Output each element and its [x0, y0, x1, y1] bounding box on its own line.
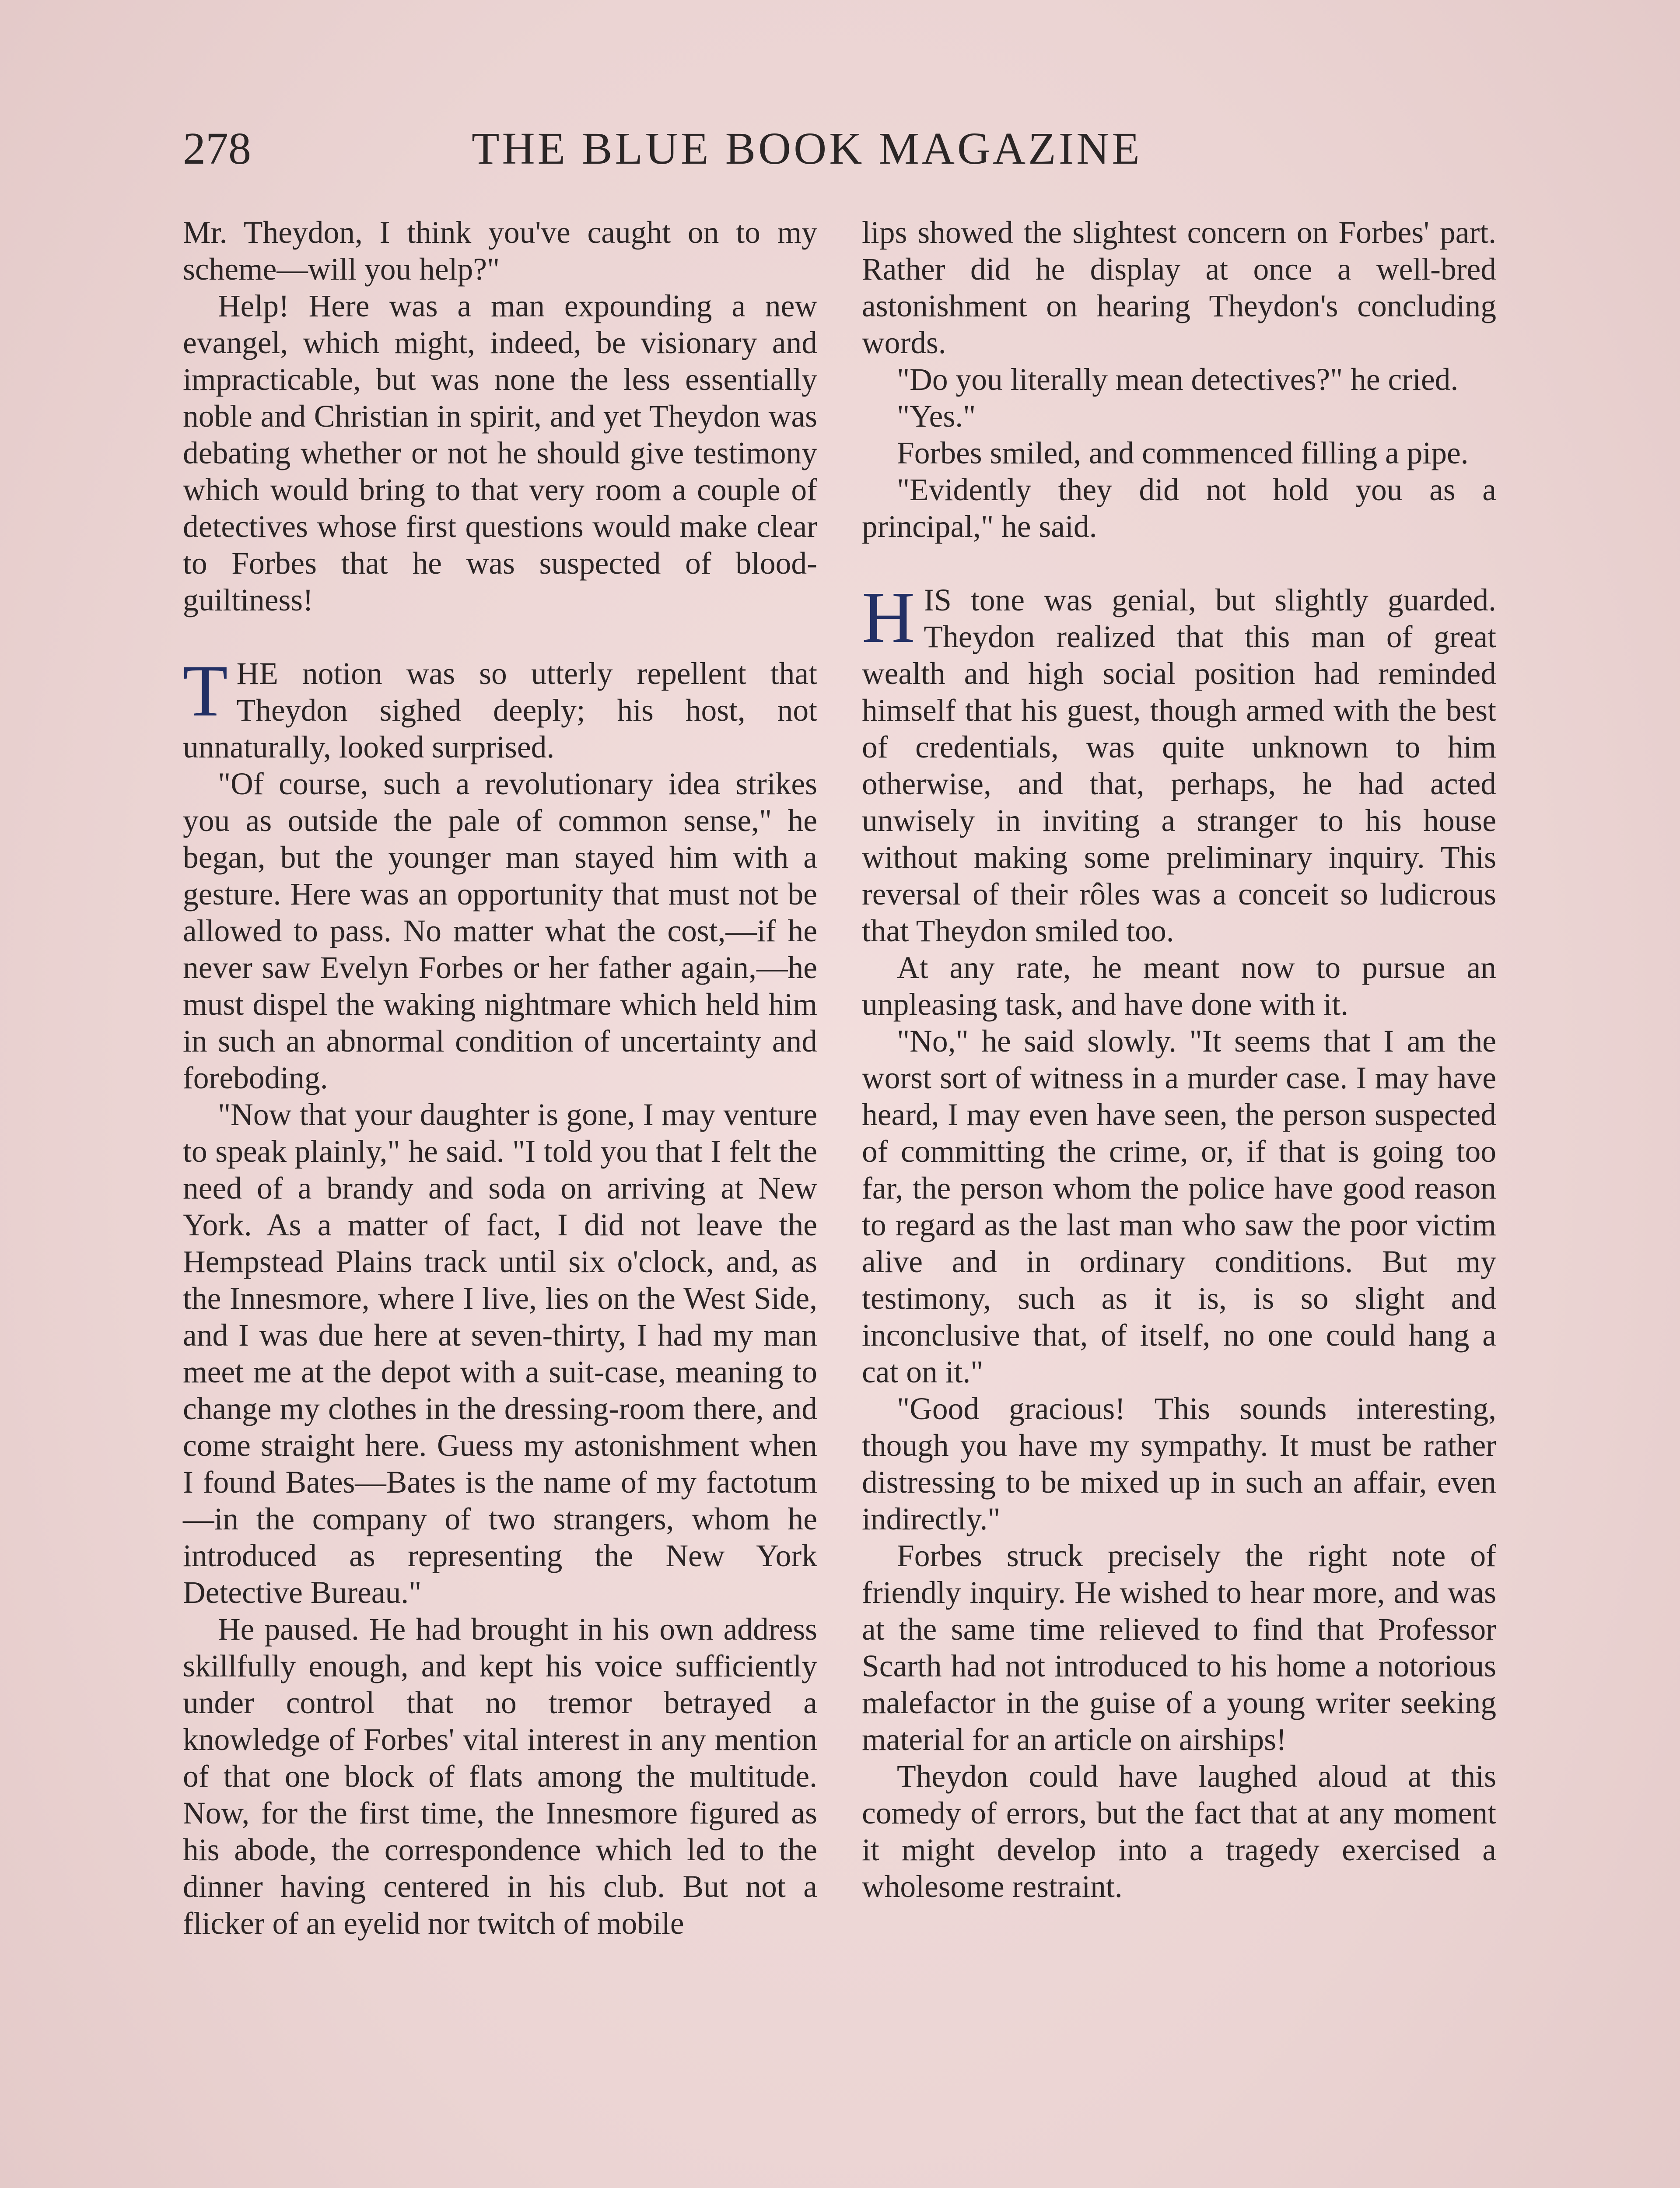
drop-cap: H — [862, 577, 915, 658]
paragraph: Mr. Theydon, I think you've caught on to my scheme—will you help?" — [183, 215, 817, 287]
drop-cap: T — [183, 650, 228, 732]
running-title: THE BLUE BOOK MAGAZINE — [472, 123, 1142, 174]
paragraph: lips showed the slightest concern on Forbes' part. Rather did he display at once a well-bred astonishment on hearing Theydon's concluding words. — [862, 215, 1496, 360]
paragraph: "No," he said slowly. "It seems that I am the worst sort of witness in a murder case. I may have heard, I may even have seen, the person suspected of committing the crime, or, if that is going too far, the person whom the police have good reason to regard as the last man who saw the poor victim alive and in ordinary conditions. But my testimony, such as it is, is so slight and inconclusive that, of itself, no one could hang a cat on it." — [862, 1024, 1496, 1389]
paragraph: "Do you literally mean detectives?" he cried. — [897, 362, 1459, 397]
paragraph: "Good gracious! This sounds interesting, though you have my sympathy. It must be rather distressing to be mixed up in such an affair, even indirectly." — [862, 1392, 1496, 1536]
paragraph: "Yes." — [897, 399, 976, 434]
paragraph-text: HE notion was so utterly repellent that Theydon sighed deeply; his host, not unnaturally, looked surprised. — [183, 656, 817, 764]
left-column — [183, 214, 817, 2188]
right-column — [862, 214, 1496, 2188]
page-number: 278 — [183, 123, 251, 174]
paragraph: He paused. He had brought in his own address skillfully enough, and kept his voice sufficiently under control that no tremor betrayed a knowledge of Forbes' vital interest in any mention of that one block of flats among the multitude. Now, for the first time, the Innesmore figured as his abode, the correspondence which led to the dinner having centered in his club. But not a flicker of an eyelid nor twitch of mobile — [183, 1612, 817, 1941]
paragraph: Help! Here was a man expounding a new evangel, which might, indeed, be visionary and impracticable, but was none the less essentially noble and Christian in spirit, and yet Theydon was debating whether or not he should give testimony which would bring to that very room a couple of detectives whose first questions would make clear to Forbes that he was suspected of blood-guiltiness! — [183, 289, 817, 617]
paragraph: Forbes struck precisely the right note of friendly inquiry. He wished to hear more, and was at the same time relieved to find that Professor Scarth had not introduced to his home a notorious malefactor in the guise of a young writer seeking material for an article on airships! — [862, 1539, 1496, 1757]
page-header — [183, 118, 1504, 179]
paragraph: "Evidently they did not hold you as a principal," he said. — [862, 473, 1496, 544]
paragraph-dropcap — [183, 650, 817, 766]
paragraph: Theydon could have laughed aloud at this comedy of errors, but the fact that at any moment it might develop into a tragedy exercised a wholesome restraint. — [862, 1759, 1496, 1904]
paragraph-text: IS tone was genial, but slightly guarded. Theydon realized that this man of great wealth and high social position had reminded himself that his guest, though armed with the best of credentials, was quite unknown to him otherwise, and that, perhaps, he had acted unwisely in inviting a stranger to his house without making some preliminary inquiry. This reversal of their rôles was a conceit so ludicrous that Theydon smiled too. — [862, 583, 1496, 948]
paragraph-dropcap — [862, 577, 1496, 950]
paragraph: At any rate, he meant now to pursue an unpleasing task, and have done with it. — [862, 950, 1496, 1022]
paragraph: "Of course, such a revolutionary idea strikes you as outside the pale of common sense," he began, but the younger man stayed him with a gesture. Here was an opportunity that must not be allowed to pass. No matter what the cost,—if he never saw Evelyn Forbes or her father again,—he must dispel the waking nightmare which held him in such an abnormal condition of uncertainty and foreboding. — [183, 767, 817, 1095]
paragraph: "Now that your daughter is gone, I may venture to speak plainly," he said. "I told you that I felt the need of a brandy and soda on arriving at New York. As a matter of fact, I did not leave the Hempstead Plains track until six o'clock, and, as the Innesmore, where I live, lies on the West Side, and I was due here at seven-thirty, I had my man meet me at the depot with a suit-case, meaning to change my clothes in the dressing-room there, and come straight here. Guess my astonishment when I found Bates—Bates is the name of my factotum—in the company of two strangers, whom he introduced as representing the New York Detective Bureau." — [183, 1098, 817, 1610]
paragraph: Forbes smiled, and commenced filling a pipe. — [897, 436, 1469, 470]
